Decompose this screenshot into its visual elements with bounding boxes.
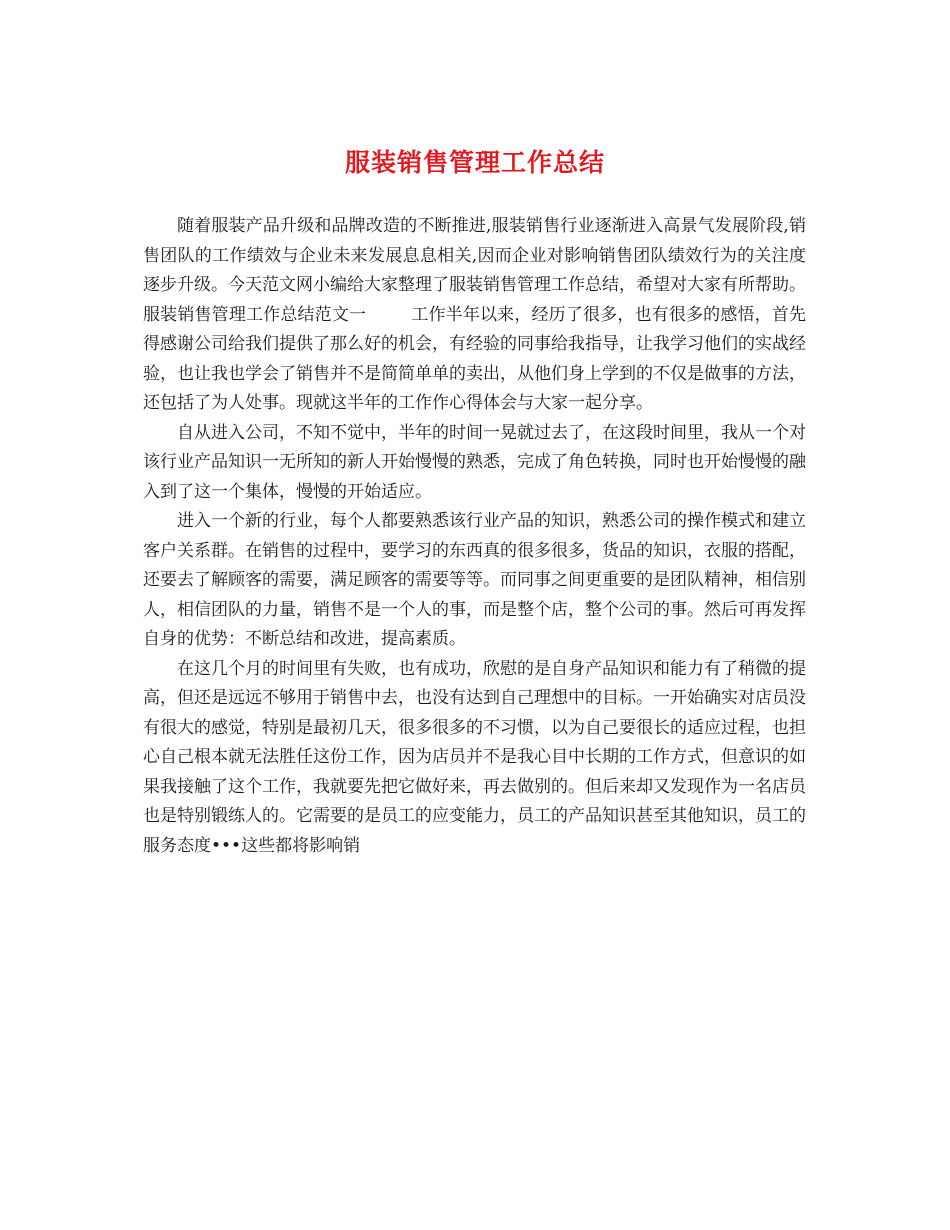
section-heading: 服装销售管理工作总结范文一 bbox=[143, 304, 367, 325]
body-paragraph: 自从进入公司，不知不觉中，半年的时间一晃就过去了，在这段时间里，我从一个对该行业产品知识一无所知的新人开始慢慢的熟悉，完成了角色转换，同时也开始慢慢的融入到了这一个集体，慢慢的开始适应。 bbox=[143, 422, 806, 502]
body-paragraph: 在这几个月的时间里有失败，也有成功，欣慰的是自身产品知识和能力有了稍微的提高，但还是远远不够用于销售中去，也没有达到自己理想中的目标。一开始确实对店员没有很大的感觉，特别是最初几天，很多很多的不习惯，以为自己要很长的适应过程，也担心自己根本就无法胜任这份工作，因为店员并不是我心目中长期的工作方式，但意识的如果我接触了这个工作，我就要先把它做好来，再去做别的。但后来却又发现作为一名店员也是特别锻练人的。它需要的是员工的应变能力，员工的产品知识甚至其他知识，员工的服务态度•••这些都将影响销 bbox=[143, 658, 806, 856]
intro-paragraph: 随着服装产品升级和品牌改造的不断推进,服装销售行业逐渐进入高景气发展阶段,销售团队的工作绩效与企业未来发展息息相关,因而企业对影响销售团队绩效行为的关注度逐步升级。今天范文网小编给大家整理了服装销售管理工作总结，希望对大家有所帮助。 bbox=[143, 216, 806, 295]
body-paragraph: 进入一个新的行业，每个人都要熟悉该行业产品的知识，熟悉公司的操作模式和建立客户关系群。在销售的过程中，要学习的东西真的很多很多，货品的知识，衣服的搭配，还要去了解顾客的需要，满足顾客的需要等等。而同事之间更重要的是团队精神，相信别人，相信团队的力量，销售不是一个人的事，而是整个店，整个公司的事。然后可再发挥自身的优势：不断总结和改进，提高素质。 bbox=[143, 511, 806, 649]
section-first-paragraph: 工作半年以来，经历了很多，也有很多的感悟，首先得感谢公司给我们提供了那么好的机会，有经验的同事给我指导，让我学习他们的实战经验，也让我也学会了销售并不是简简单单的卖出，从他们身上学到的不仅是做事的方法，还包括了为人处事。现就这半年的工作作心得体会与大家一起分享。 bbox=[143, 304, 807, 413]
document-body bbox=[143, 212, 806, 861]
document-title: 服装销售管理工作总结 bbox=[344, 148, 605, 177]
section-paragraph bbox=[143, 301, 806, 419]
